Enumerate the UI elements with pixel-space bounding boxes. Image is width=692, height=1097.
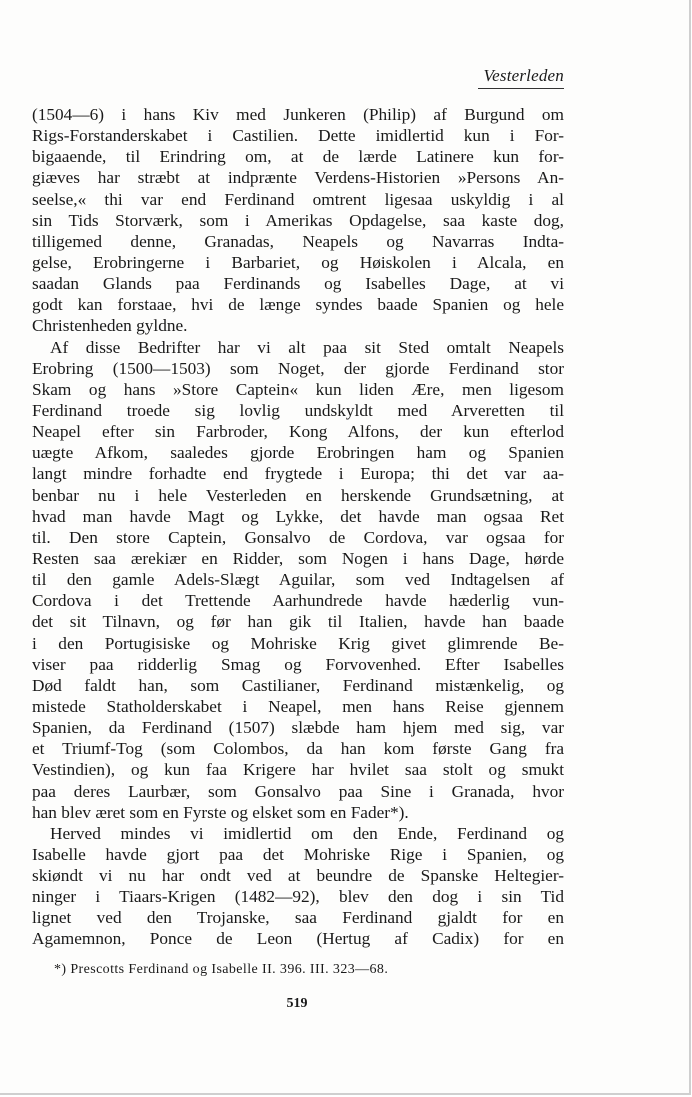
text-line: bigaaende, til Erindring om, at de lærde Latinere kun for- [32,147,564,167]
text-line: uægte Afkom, saaledes gjorde Erobringen ham og Spanien [32,443,564,463]
page-number: 519 [286,996,308,1011]
text-line: mistede Statholderskabet i Neapel, men hans Reise gjennem [32,696,564,716]
text-line: paa deres Laurbær, som Gonsalvo paa Sine i Granada, hvor [32,781,564,801]
text-line: Isabelle havde gjort paa det Mohriske Rige i Spanien, og [32,844,564,864]
text-line: Neapel efter sin Farbroder, Kong Alfons, der kun efterlod [32,422,564,442]
text-line: (1504—6) i hans Kiv med Junkeren (Philip) af Burgund om [32,105,564,124]
text-line: lignet ved den Trojanske, saa Ferdinand gjaldt for en [32,908,564,928]
footnote: *) Prescotts Ferdinand og Isabelle II. 396. III. 323—68. [54,962,389,977]
text-line: benbar nu i hele Vesterleden en herskende Grundsætning, at [32,485,564,505]
text-line: det sit Tilnavn, og før han gik til Italien, havde han baade [32,612,564,632]
text-line: han blev æret som en Fyrste og elsket som en Fader*). [32,802,409,822]
text-line: Af disse Bedrifter har vi alt paa sit Sted omtalt Neapels [50,337,564,357]
text-line: Skam og hans »Store Captein« kun liden Ære, men ligesom [32,379,564,399]
text-line: gelse, Erobringerne i Barbariet, og Høiskolen i Alcala, en [32,252,564,272]
running-head-rule [478,88,564,89]
text-line: i den Portugisiske og Mohriske Krig givet glimrende Be- [32,633,564,653]
text-line: til den gamle Adels-Slægt Aguilar, som ved Indtagelsen af [32,570,564,590]
text-line: skiøndt vi nu har ondt ved at beundre de Spanske Heltegier- [32,866,564,886]
text-line: Cordova i det Trettende Aarhundrede havde hæderlig vun- [32,591,564,611]
body-text [32,104,564,950]
text-line: Rigs-Forstanderskabet i Castilien. Dette imidlertid kun i For- [32,126,564,146]
text-line: seelse,« thi var end Ferdinand omtrent ligesaa uskyldig i al [32,189,564,209]
text-line: Vestindien), og kun faa Krigere har hvilet saa stolt og smukt [32,760,564,780]
text-line: tilligemed denne, Granadas, Neapels og Navarras Indta- [32,231,564,251]
text-line: Herved mindes vi imidlertid om den Ende, Ferdinand og [50,823,564,843]
text-line: Erobring (1500—1503) som Noget, der gjorde Ferdinand stor [32,358,564,378]
text-line: giæves har stræbt at indprænte Verdens-Historien »Persons An- [32,168,564,188]
text-line: ninger i Tiaars-Krigen (1482—92), blev den dog i sin Tid [32,887,564,907]
running-head-title: Vesterleden [483,66,564,85]
text-line: til. Den store Captein, Gonsalvo de Cordova, var ogsaa for [32,527,564,547]
text-line: Christenheden gyldne. [32,316,188,336]
text-line: godt kan forstaae, hvi de længe syndes baade Spanien og hele [32,295,564,315]
text-line: Spanien, da Ferdinand (1507) slæbde ham hjem med sig, var [32,718,564,738]
text-line: hvad man havde Magt og Lykke, det havde man ogsaa Ret [32,506,564,526]
text-line: saadan Glands paa Ferdinands og Isabelles Dage, at vi [32,274,564,294]
text-line: Agamemnon, Ponce de Leon (Hertug af Cadix) for en [32,929,564,949]
text-line: Ferdinand troede sig lovlig undskyldt med Arveretten til [32,400,564,420]
text-line: viser paa ridderlig Smag og Forvovenhed. Efter Isabelles [32,654,564,674]
text-line: Død faldt han, som Castilianer, Ferdinand mistænkelig, og [32,675,564,695]
text-line: Resten saa ærekiær en Ridder, som Nogen i hans Dage, hørde [32,548,564,568]
text-line: et Triumf-Tog (som Colombos, da han kom første Gang fra [32,739,564,759]
text-line: sin Tids Storværk, som i Amerikas Opdagelse, saa kaste dog, [32,210,564,230]
text-line: langt mindre forhadte end frygtede i Europa; thi det var aa- [32,464,564,484]
